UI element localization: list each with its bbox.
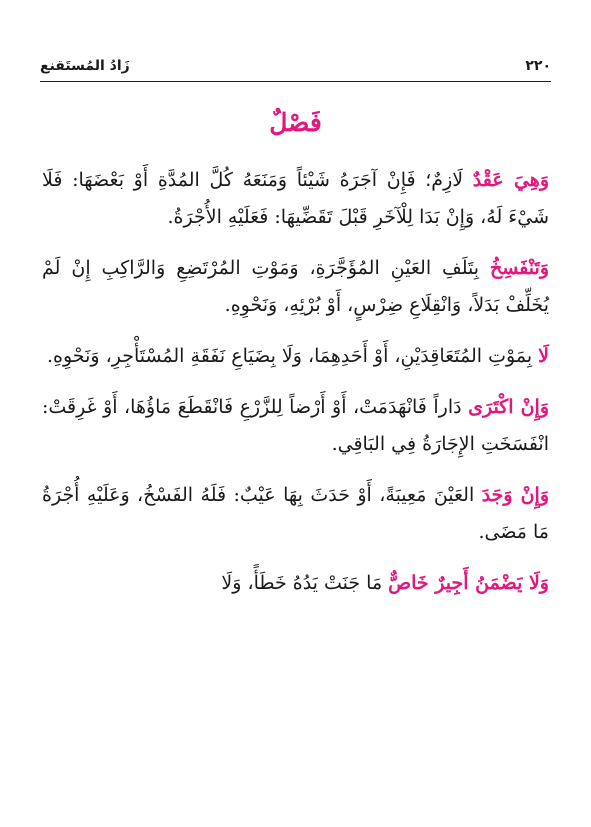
paragraph-text: لَازِمٌ؛ فَإِنْ آجَرَهُ شَيْئاً وَمَنَعَهُ كُلَّ المُدَّةِ أَوْ بَعْضَهَا: فَلَا شَيْءَ لَهُ، وَإِنْ بَدَا لِلْآخَرِ قَبْلَ تَقَضِّيهَا: فَعَلَيْهِ الأُجْرَةُ. [42,169,549,228]
book-title: زَادُ المُستَقنع [40,58,130,74]
paragraph [42,565,549,602]
paragraph [42,250,549,324]
paragraph-keyword: وَإِنْ وَجَدَ [481,484,549,506]
page-body [42,162,549,616]
paragraph [42,389,549,463]
paragraph [42,338,549,375]
section-title: فَصْلٌ [269,108,322,137]
paragraph-keyword: وَهِيَ عَقْدٌ [472,169,549,191]
paragraph-text: بِمَوْتِ المُتَعَاقِدَيْنِ، أَوْ أَحَدِهِمَا، وَلَا بِضَيَاعِ نَفَقَةِ المُسْتَأْجِرِ، وَنَحْوِهِ. [47,345,539,367]
paragraph [42,477,549,551]
header-rule [40,81,551,82]
paragraph-keyword: وَإِنْ اكْتَرَى [468,396,549,418]
paragraph-text: مَا جَنَتْ يَدُهُ خَطَأً، وَلَا [221,572,389,594]
paragraph-keyword: وَلَا يَضْمَنُ أَجِيرٌ خَاصٌّ [388,572,549,594]
paragraph-keyword: وَتَنْفَسِخُ [489,257,549,279]
paragraph [42,162,549,236]
paragraph-keyword: لَا [538,345,549,367]
paragraph-text: العَيْنَ مَعِيبَةً، أَوْ حَدَثَ بِهَا عَيْبٌ: فَلَهُ الفَسْخُ، وَعَلَيْهِ أُجْرَةُ مَا مَضَى. [42,484,549,543]
paragraph-text: دَاراً فَانْهَدَمَتْ، أَوْ أَرْضاً لِلزَّرْعِ فَانْقَطَعَ مَاؤُهَا، أَوْ غَرِقَتْ: انْفَسَخَتِ الإِجَارَةُ فِي البَاقِي. [42,396,549,455]
page-header [40,58,551,74]
paragraph-text: بِتَلَفِ العَيْنِ المُؤَجَّرَةِ، وَمَوْتِ المُرْتَضِعِ وَالرَّاكِبِ إِنْ لَمْ يُخَلِّفْ بَدَلاً، وَانْقِلَاعِ ضِرْسٍ، أَوْ بُرْئِهِ، وَنَحْوِهِ. [42,257,549,316]
page-number: ٢٢٠ [525,58,551,74]
